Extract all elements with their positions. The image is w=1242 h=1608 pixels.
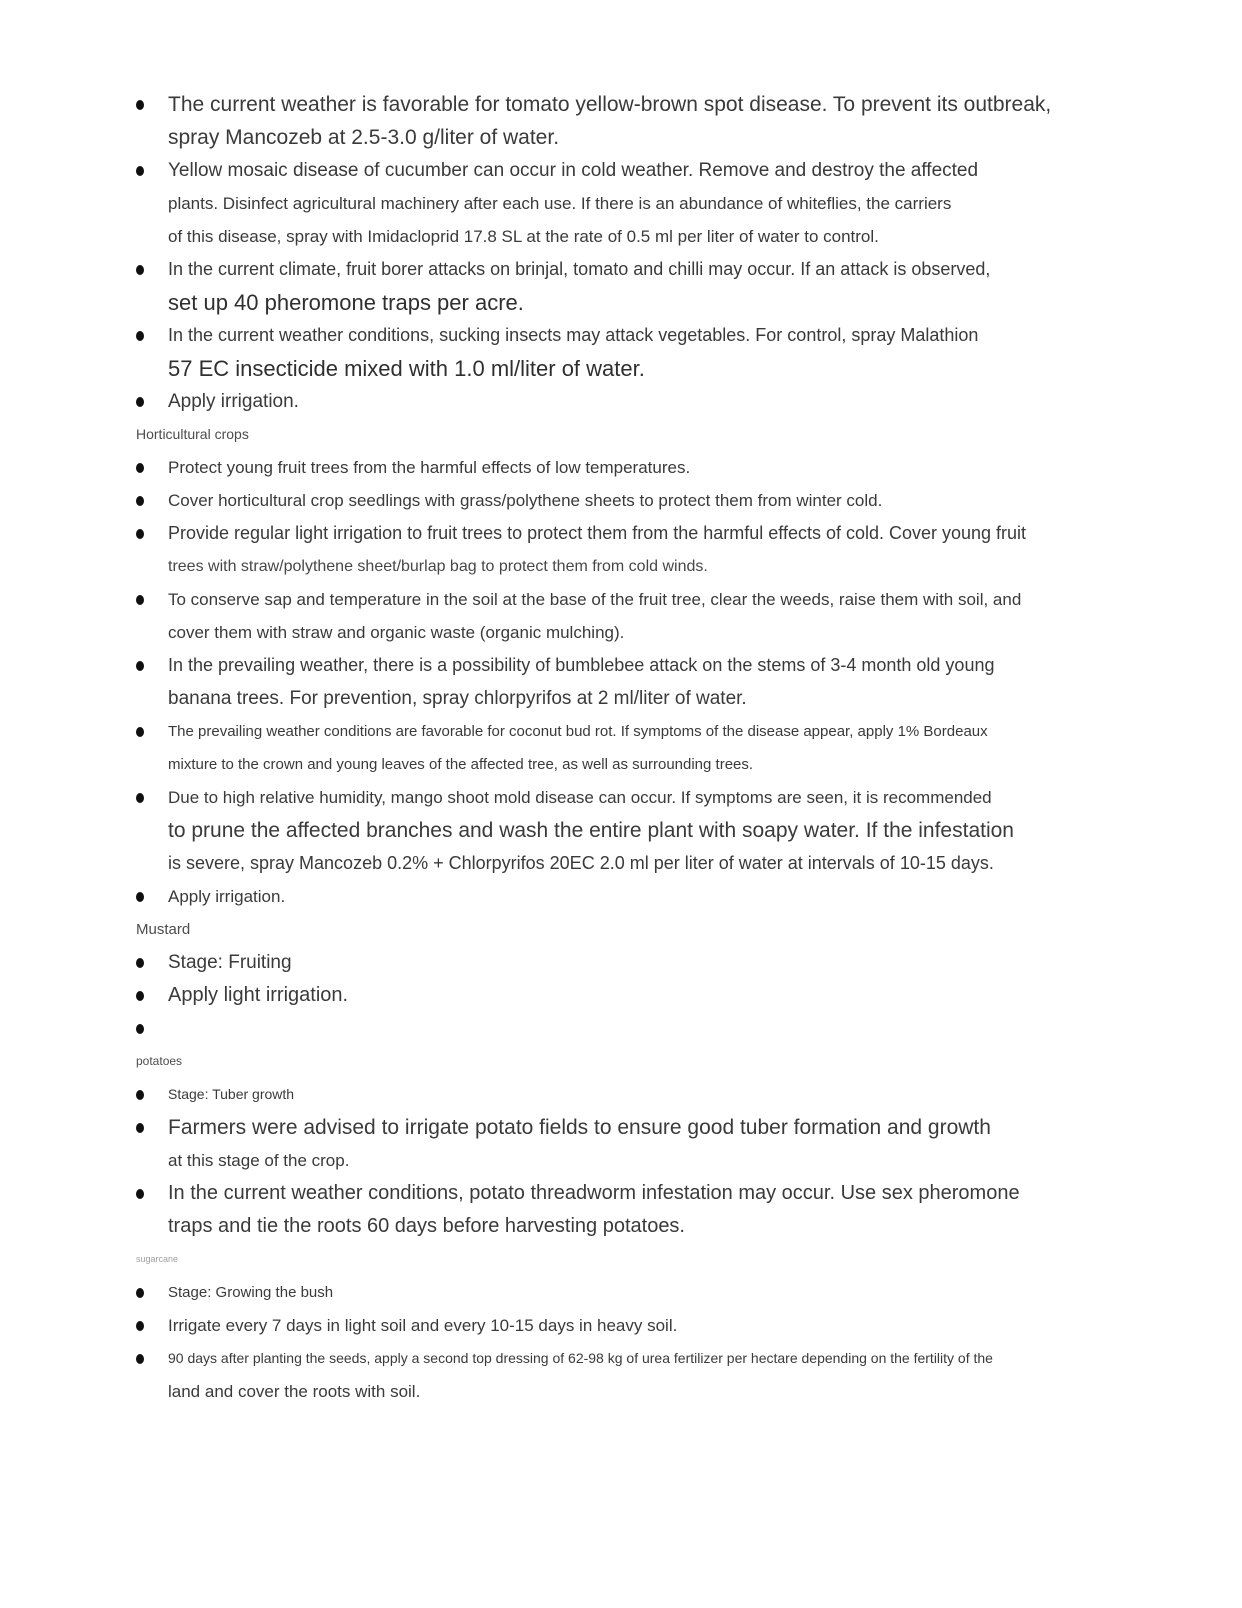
bullet-text-line: of this disease, spray with Imidacloprid 17.8 SL at the rate of 0.5 ml per liter of water to control. — [168, 227, 879, 246]
section-heading-text: potatoes — [136, 1054, 183, 1068]
bullet-item — [168, 484, 1192, 517]
bullet-text-line: Apply irrigation. — [168, 887, 286, 906]
bullet-icon — [136, 463, 144, 473]
bullet-item — [168, 1309, 1192, 1342]
bullet-text-line: In the current weather conditions, sucking insects may attack vegetables. For control, spray Malathion — [168, 325, 979, 345]
bullet-text-line: 90 days after planting the seeds, apply a second top dressing of 62-98 kg of urea fertilizer per hectare depending on the fertility of the — [168, 1350, 993, 1366]
section-heading-text: Mustard — [136, 921, 191, 938]
bullet-item — [168, 583, 1192, 649]
bullet-icon — [136, 166, 144, 176]
section-heading-text: sugarcane — [136, 1254, 179, 1264]
bullet-text-line: The prevailing weather conditions are favorable for coconut bud rot. If symptoms of the disease appear, apply 1% Bordeaux — [168, 723, 988, 740]
bullet-text-line: Cover horticultural crop seedlings with grass/polythene sheets to protect them from winter cold. — [168, 491, 883, 510]
bullet-item — [168, 1177, 1192, 1243]
bullet-icon — [136, 1321, 144, 1331]
bullet-text-line: plants. Disinfect agricultural machinery after each use. If there is an abundance of whiteflies, the carriers — [168, 194, 952, 213]
bullet-text-line: to prune the affected branches and wash the entire plant with soapy water. If the infestation — [168, 819, 1014, 842]
section-heading-text: Horticultural crops — [136, 426, 249, 442]
bullet-icon — [136, 1024, 144, 1034]
bullet-text-line: spray Mancozeb at 2.5-3.0 g/liter of water. — [168, 126, 560, 149]
bullet-icon — [136, 727, 144, 737]
bullet-text-line: Irrigate every 7 days in light soil and every 10-15 days in heavy soil. — [168, 1316, 678, 1335]
bullet-text-line: Apply irrigation. — [168, 391, 299, 412]
bullet-text-line: Stage: Fruiting — [168, 952, 292, 973]
bullet-text-line: To conserve sap and temperature in the soil at the base of the fruit tree, clear the weeds, raise them with soil, and — [168, 590, 1022, 609]
bullet-item — [168, 1342, 1192, 1408]
bullet-icon — [136, 529, 144, 539]
bullet-text-line: is severe, spray Mancozeb 0.2% + Chlorpyrifos 20EC 2.0 ml per liter of water at intervals of 10-15 days. — [168, 853, 994, 873]
bullet-item — [168, 517, 1192, 583]
section-heading-potatoes — [136, 1045, 1192, 1078]
bullet-icon — [136, 661, 144, 671]
bullet-text-line: The current weather is favorable for tomato yellow-brown spot disease. To prevent its outbreak, — [168, 93, 1052, 116]
bullet-item — [168, 319, 1192, 385]
bullet-item — [168, 451, 1192, 484]
bullet-icon — [136, 331, 144, 341]
bullet-item — [168, 1276, 1192, 1309]
bullet-text-line: Stage: Tuber growth — [168, 1086, 295, 1102]
bullet-icon — [136, 958, 144, 968]
bullet-icon — [136, 595, 144, 605]
bullet-icon — [136, 1189, 144, 1199]
bullet-icon — [136, 1090, 144, 1100]
bullet-text-line: In the prevailing weather, there is a possibility of bumblebee attack on the stems of 3-4 month old young — [168, 655, 995, 675]
bullet-text-line: Provide regular light irrigation to fruit trees to protect them from the harmful effects of cold. Cover young fruit — [168, 523, 1027, 543]
bullet-item — [168, 88, 1192, 154]
bullet-icon — [136, 1288, 144, 1298]
bullet-item — [168, 715, 1192, 781]
bullet-text-line: cover them with straw and organic waste (organic mulching). — [168, 623, 625, 642]
bullet-item — [168, 1111, 1192, 1177]
bullet-item — [168, 781, 1192, 880]
bullet-text-line: at this stage of the crop. — [168, 1151, 350, 1170]
section-heading-mustard — [136, 913, 1192, 946]
bullet-item — [168, 253, 1192, 319]
bullet-text-line: banana trees. For prevention, spray chlorpyrifos at 2 ml/liter of water. — [168, 688, 747, 709]
section-heading-horticultural-crops — [136, 418, 1192, 451]
bullet-icon — [136, 892, 144, 902]
bullet-text-line: set up 40 pheromone traps per acre. — [168, 290, 524, 315]
bullet-icon — [136, 265, 144, 275]
bullet-icon — [136, 793, 144, 803]
bullet-icon — [136, 496, 144, 506]
bullet-icon — [136, 1123, 144, 1133]
bullet-item — [168, 154, 1192, 253]
bullet-icon — [136, 100, 144, 110]
bullet-text-line: Protect young fruit trees from the harmful effects of low temperatures. — [168, 458, 691, 477]
bullet-text-line: Due to high relative humidity, mango shoot mold disease can occur. If symptoms are seen, it is recommended — [168, 788, 992, 807]
bullet-icon — [136, 397, 144, 407]
bullet-text-line: In the current climate, fruit borer attacks on brinjal, tomato and chilli may occur. If an attack is observed, — [168, 259, 991, 279]
bullet-text-line: land and cover the roots with soil. — [168, 1382, 421, 1401]
bullet-item — [168, 649, 1192, 715]
bullet-item — [168, 385, 1192, 418]
bullet-item-empty — [168, 1012, 1192, 1045]
bullet-text-line — [168, 1012, 1192, 1045]
bullet-text-line: Stage: Growing the bush — [168, 1284, 334, 1301]
bullet-text-line: Farmers were advised to irrigate potato fields to ensure good tuber formation and growth — [168, 1116, 991, 1139]
bullet-item — [168, 1078, 1192, 1111]
section-heading-sugarcane — [136, 1243, 1192, 1276]
bullet-text-line: traps and tie the roots 60 days before harvesting potatoes. — [168, 1215, 685, 1237]
bullet-text-line: mixture to the crown and young leaves of the affected tree, as well as surrounding trees. — [168, 756, 754, 773]
bullet-text-line: In the current weather conditions, potato threadworm infestation may occur. Use sex pheromone — [168, 1182, 1020, 1204]
bullet-text-line: Apply light irrigation. — [168, 984, 349, 1006]
bullet-icon — [136, 991, 144, 1001]
bullet-text-line: Yellow mosaic disease of cucumber can occur in cold weather. Remove and destroy the affected — [168, 160, 979, 181]
bullet-item — [168, 880, 1192, 913]
bullet-item — [168, 946, 1192, 979]
bullet-text-line: trees with straw/polythene sheet/burlap bag to protect them from cold winds. — [168, 558, 708, 575]
bullet-text-line: 57 EC insecticide mixed with 1.0 ml/liter of water. — [168, 356, 645, 381]
bullet-icon — [136, 1354, 144, 1364]
bullet-item — [168, 979, 1192, 1012]
